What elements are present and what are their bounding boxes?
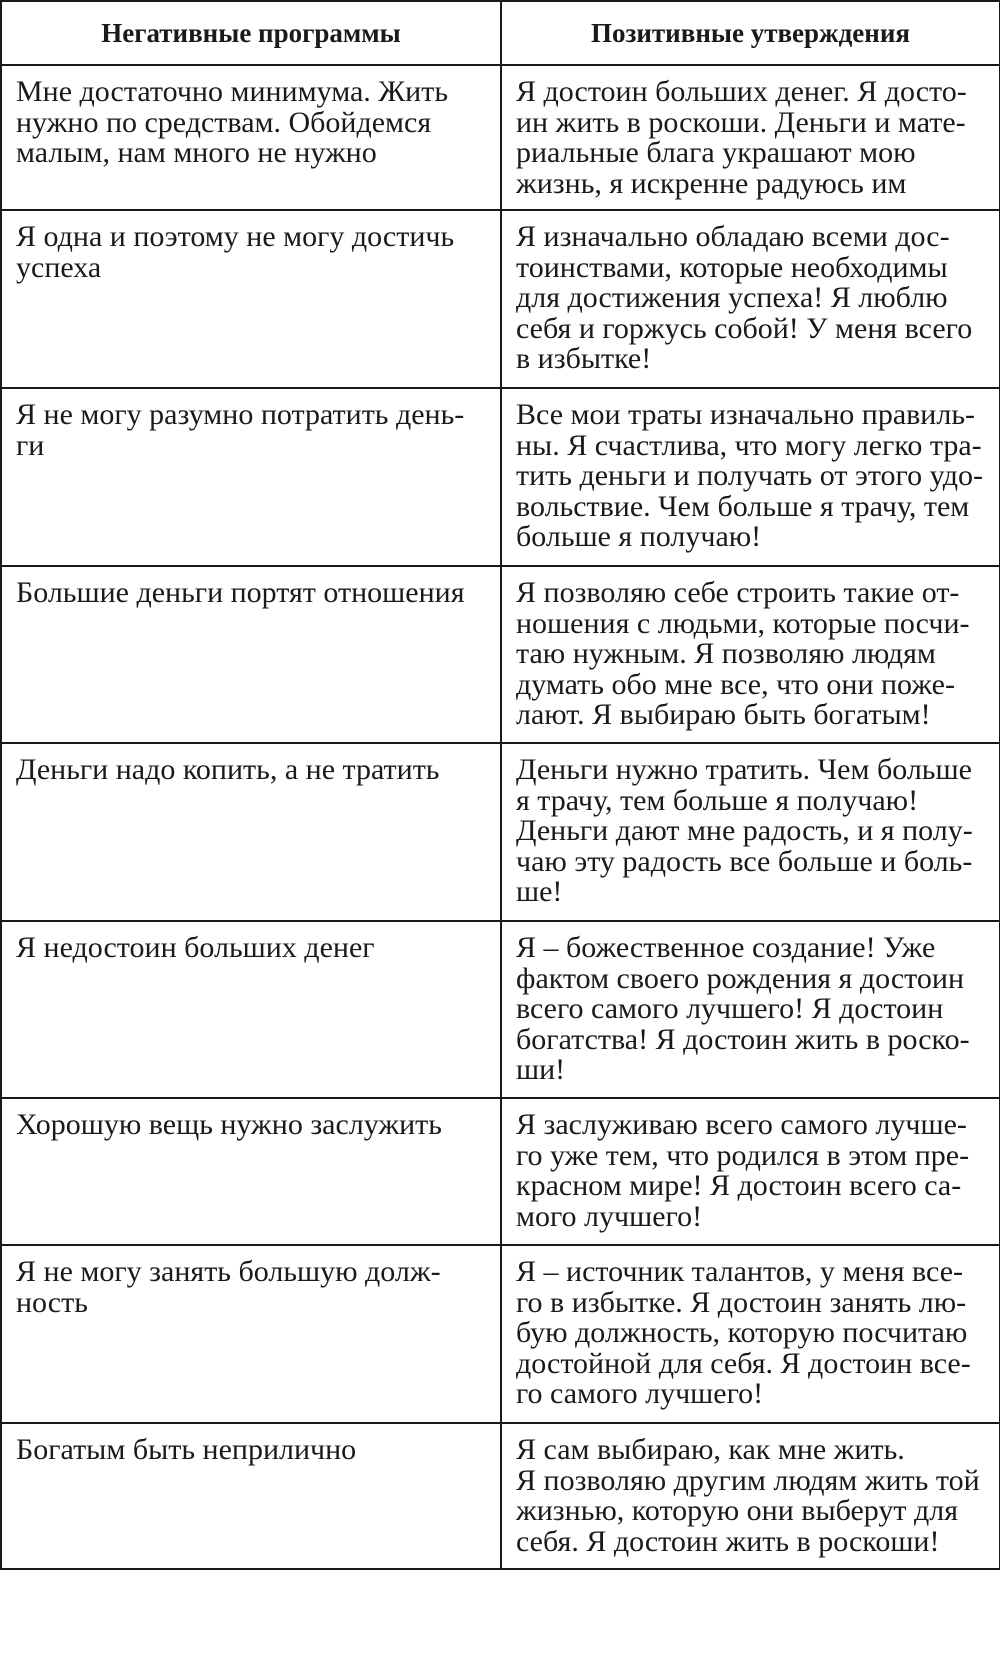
- negative-text-line: успеха: [16, 250, 102, 284]
- positive-text-line: всего самого лучшего! Я достоин: [516, 992, 944, 1025]
- negative-text-line: ность: [16, 1285, 88, 1319]
- positive-text-line: го самого лучшего!: [516, 1377, 764, 1410]
- positive-text-line: тоинствами, которые необходимы: [516, 250, 948, 284]
- positive-text-line: ношения с людьми, которые посчи-: [516, 606, 970, 640]
- table-row: [1, 1098, 1000, 1245]
- positive-text-line: вольствие. Чем больше я трачу, тем: [516, 489, 970, 523]
- positive-cell: [501, 210, 1000, 388]
- positive-text-line: Я сам выбираю, как мне жить.: [516, 1433, 905, 1466]
- positive-text-line: жизнью, которую они выберут для: [516, 1494, 959, 1527]
- table-row: [1, 566, 1000, 743]
- negative-cell: [1, 566, 501, 743]
- negative-text-line: Мне достаточно минимума. Жить: [16, 75, 449, 108]
- positive-text-line: го в избытке. Я достоин занять лю-: [516, 1285, 967, 1319]
- negative-cell: [1, 743, 501, 921]
- positive-text-line: ны. Я счастлива, что могу легко тра-: [516, 428, 982, 462]
- positive-text-line: Я – источник талантов, у меня все-: [516, 1255, 963, 1288]
- positive-cell: [501, 1098, 1000, 1245]
- positive-text-line: мого лучшего!: [516, 1199, 703, 1233]
- positive-text-line: Деньги нужно тратить. Чем больше: [516, 753, 972, 786]
- negative-text-line: ги: [16, 428, 45, 462]
- negative-cell: [1, 388, 501, 566]
- negative-cell: [1, 210, 501, 388]
- table-row: [1, 1245, 1000, 1423]
- negative-text-line: Я одна и поэтому не могу достичь: [16, 220, 455, 253]
- positive-text-line: Деньги дают мне радость, и я полу-: [516, 814, 973, 847]
- negative-text-line: Я не могу разумно потратить день-: [16, 398, 465, 431]
- positive-text-line: Я позволяю другим людям жить той: [516, 1463, 980, 1497]
- positive-text-line: таю нужным. Я позволяю людям: [516, 637, 936, 670]
- positive-cell: [501, 1245, 1000, 1423]
- positive-text-line: Я изначально обладаю всеми дос-: [516, 220, 950, 253]
- positive-text-line: ин жить в роскоши. Деньги и мате-: [516, 105, 966, 139]
- negative-cell: [1, 921, 501, 1098]
- negative-text-line: Хорошую вещь нужно заслужить: [16, 1108, 442, 1141]
- negative-text-line: Деньги надо копить, а не тратить: [16, 753, 440, 786]
- positive-text-line: лают. Я выбираю быть богатым!: [516, 698, 931, 731]
- table-row: [1, 65, 1000, 210]
- positive-text-line: Я позволяю себе строить такие от-: [516, 576, 960, 609]
- positive-text-line: фактом своего рождения я достоин: [516, 961, 964, 995]
- positive-text-line: тить деньги и получать от этого удо-: [516, 459, 983, 492]
- positive-cell: [501, 388, 1000, 566]
- header-positive: Позитивные утверждения: [501, 1, 1000, 65]
- positive-text-line: чаю эту радость все больше и боль-: [516, 844, 973, 878]
- positive-text-line: бую должность, которую посчитаю: [516, 1316, 968, 1349]
- negative-text-line: малым, нам много не нужно: [16, 136, 377, 169]
- positive-text-line: себя и горжусь собой! У меня всего: [516, 311, 973, 345]
- positive-cell: [501, 921, 1000, 1098]
- positive-text-line: го уже тем, что родился в этом пре-: [516, 1138, 970, 1172]
- positive-cell: [501, 1423, 1000, 1569]
- positive-text-line: риальные блага украшают мою: [516, 136, 916, 169]
- positive-text-line: себя. Я достоин жить в роскоши!: [516, 1524, 940, 1558]
- negative-cell: [1, 65, 501, 210]
- positive-text-line: для достижения успеха! Я люблю: [516, 281, 948, 314]
- negative-text-line: нужно по средствам. Обойдемся: [16, 105, 432, 139]
- positive-text-line: богатства! Я достоин жить в роско-: [516, 1022, 970, 1056]
- positive-text-line: достойной для себя. Я достоин все-: [516, 1346, 971, 1380]
- positive-text-line: Я достоин больших денег. Я досто-: [516, 75, 967, 108]
- positive-text-line: красном мире! Я достоин всего са-: [516, 1169, 962, 1202]
- positive-text-line: Все мои траты изначально правиль-: [516, 398, 976, 431]
- table-row: [1, 210, 1000, 388]
- positive-text-line: жизнь, я искренне радуюсь им: [516, 166, 907, 200]
- negative-text-line: Я не могу занять большую долж-: [16, 1255, 441, 1288]
- positive-text-line: я трачу, тем больше я получаю!: [516, 783, 919, 817]
- negative-cell: [1, 1423, 501, 1569]
- negative-text-line: Большие деньги портят отношения: [16, 576, 465, 609]
- negative-cell: [1, 1098, 501, 1245]
- positive-text-line: Я – божественное создание! Уже: [516, 931, 936, 964]
- positive-text-line: ше!: [516, 875, 563, 908]
- positive-text-line: больше я получаю!: [516, 520, 762, 553]
- positive-cell: [501, 65, 1000, 210]
- negative-cell: [1, 1245, 501, 1423]
- negative-text-line: Богатым быть неприлично: [16, 1433, 357, 1466]
- positive-text-line: ши!: [516, 1053, 566, 1086]
- positive-text-line: думать обо мне все, что они поже-: [516, 667, 955, 701]
- positive-text-line: Я заслуживаю всего самого лучше-: [516, 1108, 967, 1141]
- table-row: [1, 388, 1000, 566]
- positive-text-line: в избытке!: [516, 342, 652, 375]
- positive-cell: [501, 743, 1000, 921]
- header-negative: Негативные программы: [1, 1, 501, 65]
- table-row: [1, 921, 1000, 1098]
- table-row: [1, 1423, 1000, 1569]
- positive-cell: [501, 566, 1000, 743]
- negative-text-line: Я недостоин больших денег: [16, 931, 375, 964]
- header-row: [1, 1, 1000, 65]
- table-row: [1, 743, 1000, 921]
